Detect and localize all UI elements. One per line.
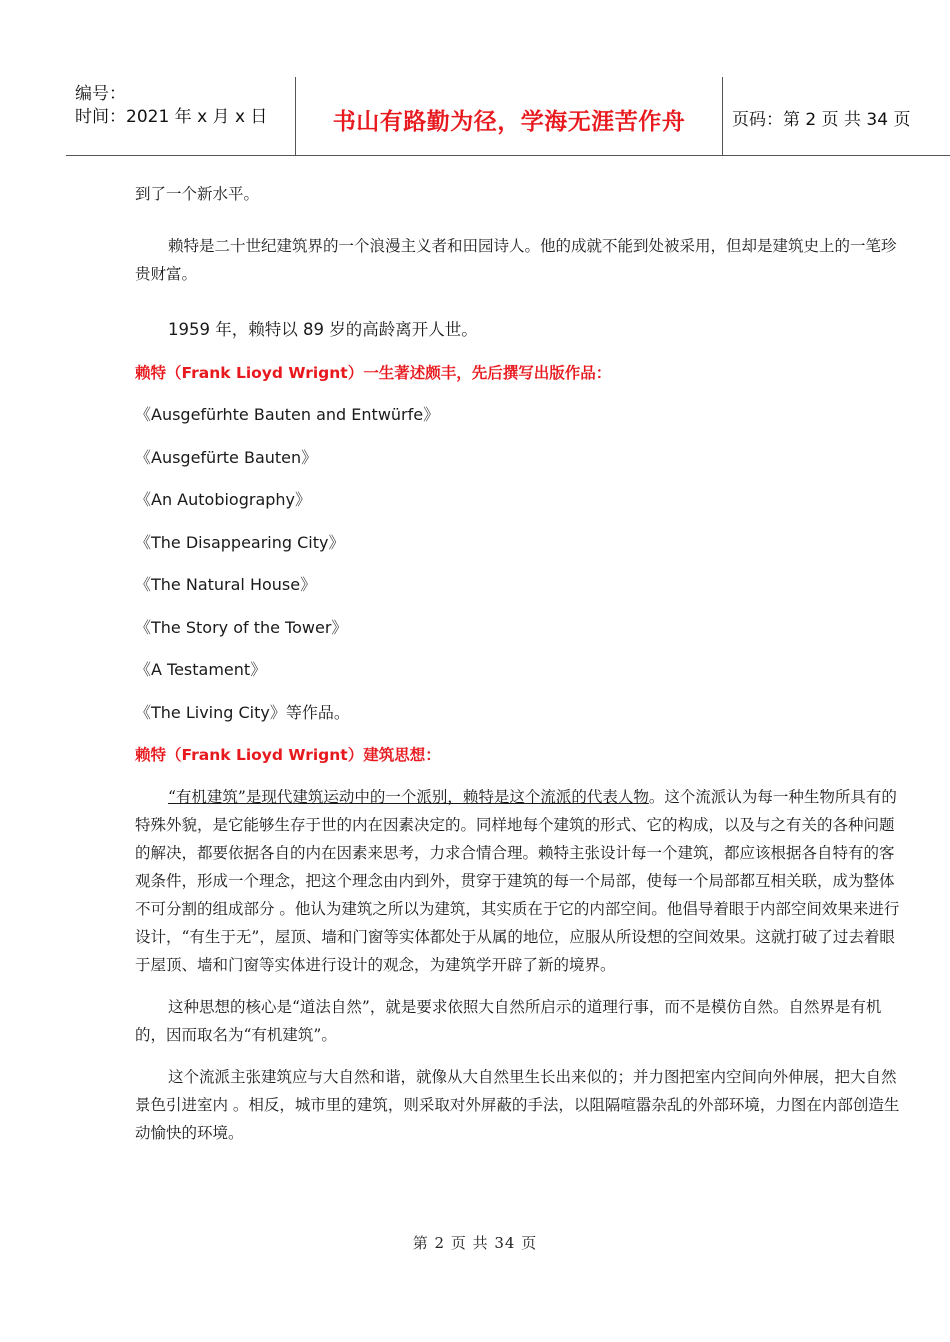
page-header (66, 77, 950, 156)
book-item: 《The Story of the Tower》 (135, 617, 348, 637)
header-motto-cell (295, 77, 723, 155)
header-motto: 书山有路勤为径，学海无涯苦作舟 (332, 109, 686, 135)
paragraph-organic-architecture (135, 783, 900, 979)
heading-architectural-thought: 赖特（Frank Lioyd Wrignt）建筑思想： (135, 746, 441, 764)
header-info-cell (66, 77, 295, 155)
book-item: 《A Testament》 (135, 660, 267, 679)
paragraph-core-idea: 这种思想的核心是“道法自然”，就是要求依照大自然所启示的道理行事，而不是模仿自然。自然界是有机的，因而取名为“有机建筑”。 (135, 998, 882, 1044)
heading-works: 赖特（Frank Lioyd Wrignt）一生著述颇丰，先后撰写出版作品： (135, 364, 612, 382)
paragraph-death-year: 1959 年，赖特以 89 岁的高龄离开人世。 (168, 320, 478, 339)
book-item: 《The Disappearing City》 (135, 532, 345, 552)
document-body (135, 180, 900, 1147)
page-footer (0, 1232, 950, 1253)
organic-architecture-detail: 。这个流派认为每一种生物所具有的特殊外貌，是它能够生存于世的内在因素决定的。同样地每个建筑的形式、它的构成，以及与之有关的各种问题的解决，都要依据各自的内在因素来思考，力求合情合理。赖特主张设计每一个建筑，都应该根据各自特有的客观条件，形成一个理念，把这个理念由内到外，贯穿于建筑的每一个局部，使每一个局部都互相关联，成为整体不可分割的组成部分 。他认为建筑之所以为建筑，其实质在于它的内部空间。他倡导着眼于内部空间效果来进行设计，“有生于无”，屋顶、墙和门窗等实体都处于从属的地位，应服从所设想的空间效果。这就打破了过去着眼于屋顶、墙和门窗等实体进行设计的观念，为建筑学开辟了新的境界。 (135, 788, 900, 974)
paragraph-continuation: 到了一个新水平。 (135, 185, 260, 203)
paragraph-harmony-nature: 这个流派主张建筑应与大自然和谐，就像从大自然里生长出来似的；并力图把室内空间向外伸展，把大自然景色引进室内 。相反，城市里的建筑，则采取对外屏蔽的手法，以阻隔喧嚣杂乱的外部环境，力图在内部创造生动愉快的环境。 (135, 1068, 900, 1142)
organic-architecture-definition: “有机建筑”是现代建筑运动中的一个派别，赖特是这个流派的代表人物 (168, 788, 649, 806)
book-item: 《Ausgefürhte Bauten and Entwürfe》 (135, 405, 440, 424)
footer-page-number: 第 2 页 共 34 页 (412, 1234, 538, 1252)
document-time-label: 时间：2021 年 x 月 x 日 (75, 107, 268, 127)
book-item: 《An Autobiography》 (135, 490, 312, 509)
document-number-label: 编号： (75, 84, 126, 104)
header-page-cell (722, 77, 950, 155)
book-item: 《The Natural House》 (135, 575, 317, 594)
paragraph-wright-legacy: 赖特是二十世纪建筑界的一个浪漫主义者和田园诗人。他的成就不能到处被采用，但却是建筑史上的一笔珍贵财富。 (135, 237, 897, 283)
header-page-info: 页码：第 2 页 共 34 页 (732, 110, 911, 130)
book-item: 《The Living City》等作品。 (135, 702, 350, 722)
book-item: 《Ausgefürte Bauten》 (135, 447, 318, 467)
book-list (135, 401, 900, 727)
